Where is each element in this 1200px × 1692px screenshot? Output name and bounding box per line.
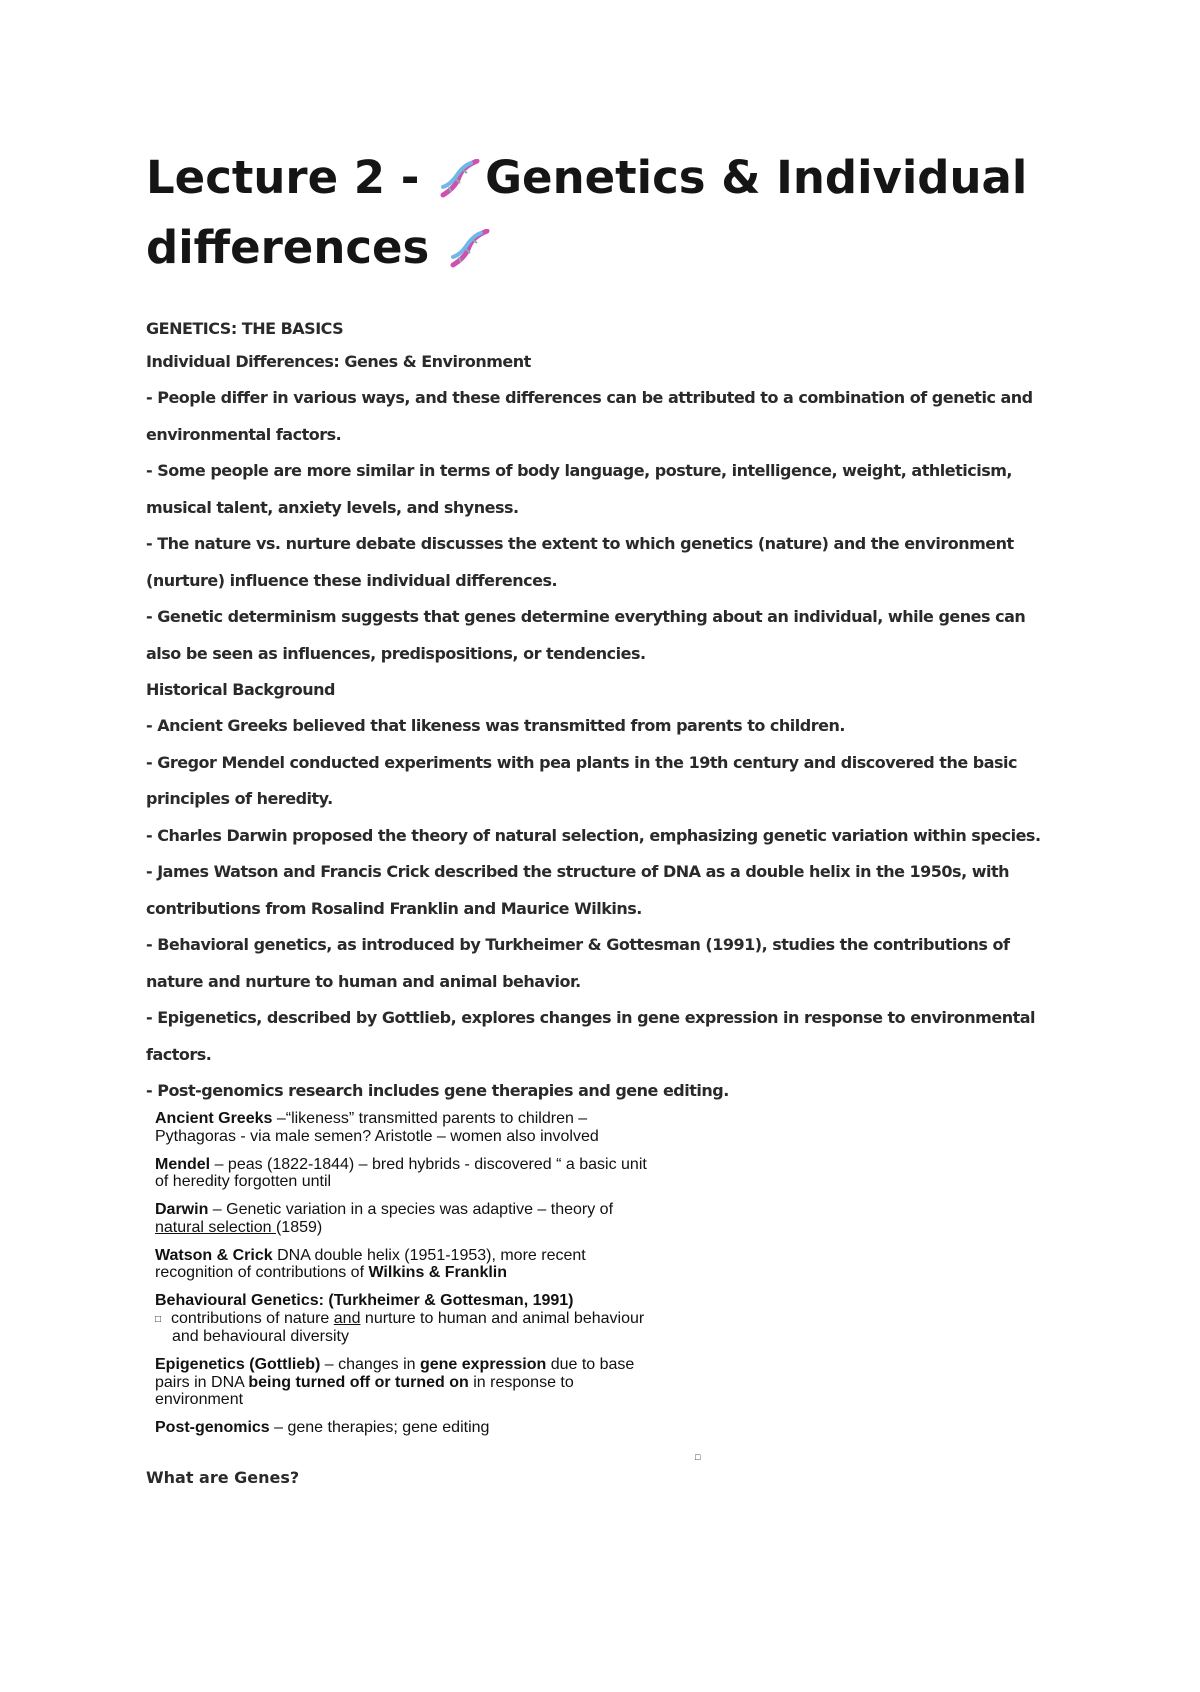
slide-bold: Darwin bbox=[155, 1201, 209, 1218]
paragraph: - Epigenetics, described by Gottlieb, explores changes in gene expression in response to environmental factors. bbox=[146, 1008, 1036, 1064]
paragraph: - Ancient Greeks believed that likeness was transmitted from parents to children. bbox=[146, 716, 845, 735]
title-part-2: Genetics & Individual bbox=[485, 151, 1028, 204]
slide-text: (1859) bbox=[275, 1218, 323, 1236]
title-part-1: Lecture 2 - bbox=[146, 151, 420, 204]
document-body bbox=[146, 314, 1046, 1110]
heading-what-are-genes: What are Genes? bbox=[146, 1468, 300, 1487]
slide-underline: and bbox=[333, 1309, 361, 1327]
slide-block-watson-crick bbox=[155, 1247, 735, 1282]
slide-block-mendel bbox=[155, 1156, 735, 1191]
slide-bold: gene expression bbox=[419, 1356, 547, 1373]
slide-text: in response to bbox=[468, 1373, 574, 1391]
section-heading: GENETICS: THE BASICS bbox=[146, 319, 344, 338]
stray-glyph: □ bbox=[695, 1452, 701, 1462]
paragraph: - Some people are more similar in terms of body language, posture, intelligence, weight, athleticism, musical talent, anxiety levels, and shyness. bbox=[146, 461, 1012, 517]
slide-bold: Epigenetics (Gottlieb) bbox=[155, 1356, 321, 1373]
slide-text: and behavioural diversity bbox=[172, 1328, 349, 1345]
slide-bold: being turned off or turned on bbox=[248, 1373, 469, 1391]
slide-block-ancient-greeks bbox=[155, 1110, 735, 1145]
slide-text: environment bbox=[155, 1391, 244, 1408]
slide-text: due to base bbox=[546, 1356, 635, 1373]
slide-bold: Wilkins & Franklin bbox=[368, 1264, 508, 1281]
slide-block-behavioural-genetics bbox=[155, 1292, 735, 1346]
slide-text: DNA double helix (1951-1953), more recent bbox=[272, 1246, 586, 1264]
slide-bold: Mendel bbox=[155, 1155, 211, 1173]
slide-text: – gene therapies; gene editing bbox=[269, 1419, 490, 1436]
paragraph: - Post-genomics research includes gene therapies and gene editing. bbox=[146, 1081, 729, 1100]
paragraph: - Genetic determinism suggests that genes determine everything about an individual, while genes can also be seen as influences, predispositions, or tendencies. bbox=[146, 607, 1026, 663]
title-part-3: differences bbox=[146, 221, 430, 274]
slide-text: – changes in bbox=[320, 1356, 420, 1373]
bullet-icon: □ bbox=[155, 1313, 162, 1325]
slide-underline: natural selection bbox=[155, 1218, 276, 1236]
page-title bbox=[146, 146, 1076, 286]
dna-icon bbox=[449, 222, 491, 286]
paragraph: - Charles Darwin proposed the theory of natural selection, emphasizing genetic variation within species. bbox=[146, 825, 1041, 845]
paragraph: - James Watson and Francis Crick described the structure of DNA as a double helix in the 1950s, with contributions from Rosalind Franklin and Maurice Wilkins. bbox=[146, 862, 1010, 918]
slide-text: Pythagoras - via male semen? Aristotle – women also involved bbox=[155, 1127, 599, 1145]
subheading-historical-background: Historical Background bbox=[146, 680, 335, 699]
dna-icon bbox=[439, 152, 481, 216]
paragraph: - Behavioral genetics, as introduced by Turkheimer & Gottesman (1991), studies the contributions of nature and nurture to human and animal behavior. bbox=[146, 935, 1010, 991]
slide-bold: Watson & Crick bbox=[155, 1246, 273, 1264]
slide-text: recognition of contributions of bbox=[155, 1264, 369, 1281]
subheading-individual-differences: Individual Differences: Genes & Environment bbox=[146, 352, 531, 371]
slide-text: pairs in DNA bbox=[155, 1373, 249, 1391]
slide-text: contributions of nature bbox=[171, 1309, 334, 1327]
paragraph: - People differ in various ways, and these differences can be attributed to a combination of genetic and environmental factors. bbox=[146, 388, 1033, 444]
slide-bold: Behavioural Genetics: (Turkheimer & Gottesman, 1991) bbox=[155, 1292, 574, 1309]
slide-bold: Post-genomics bbox=[155, 1419, 270, 1436]
slide-text: of heredity forgotten until bbox=[155, 1173, 332, 1190]
slide-text: – peas (1822-1844) – bred hybrids - discovered “ a basic unit bbox=[210, 1155, 647, 1173]
slide-text: – Genetic variation in a species was adaptive – theory of bbox=[208, 1201, 614, 1218]
slide-block-darwin bbox=[155, 1201, 735, 1236]
paragraph: - The nature vs. nurture debate discusses the extent to which genetics (nature) and the environment (nurture) influence these individual differences. bbox=[146, 534, 1014, 590]
slide-bold: Ancient Greeks bbox=[155, 1110, 273, 1127]
slide-text: –“likeness” transmitted parents to children – bbox=[272, 1110, 588, 1127]
embedded-slide-text bbox=[155, 1110, 735, 1447]
slide-block-epigenetics bbox=[155, 1356, 735, 1409]
slide-block-post-genomics bbox=[155, 1419, 735, 1437]
slide-text: nurture to human and animal behaviour bbox=[360, 1309, 645, 1327]
paragraph: - Gregor Mendel conducted experiments with pea plants in the 19th century and discovered the basic principles of heredity. bbox=[146, 752, 1017, 808]
